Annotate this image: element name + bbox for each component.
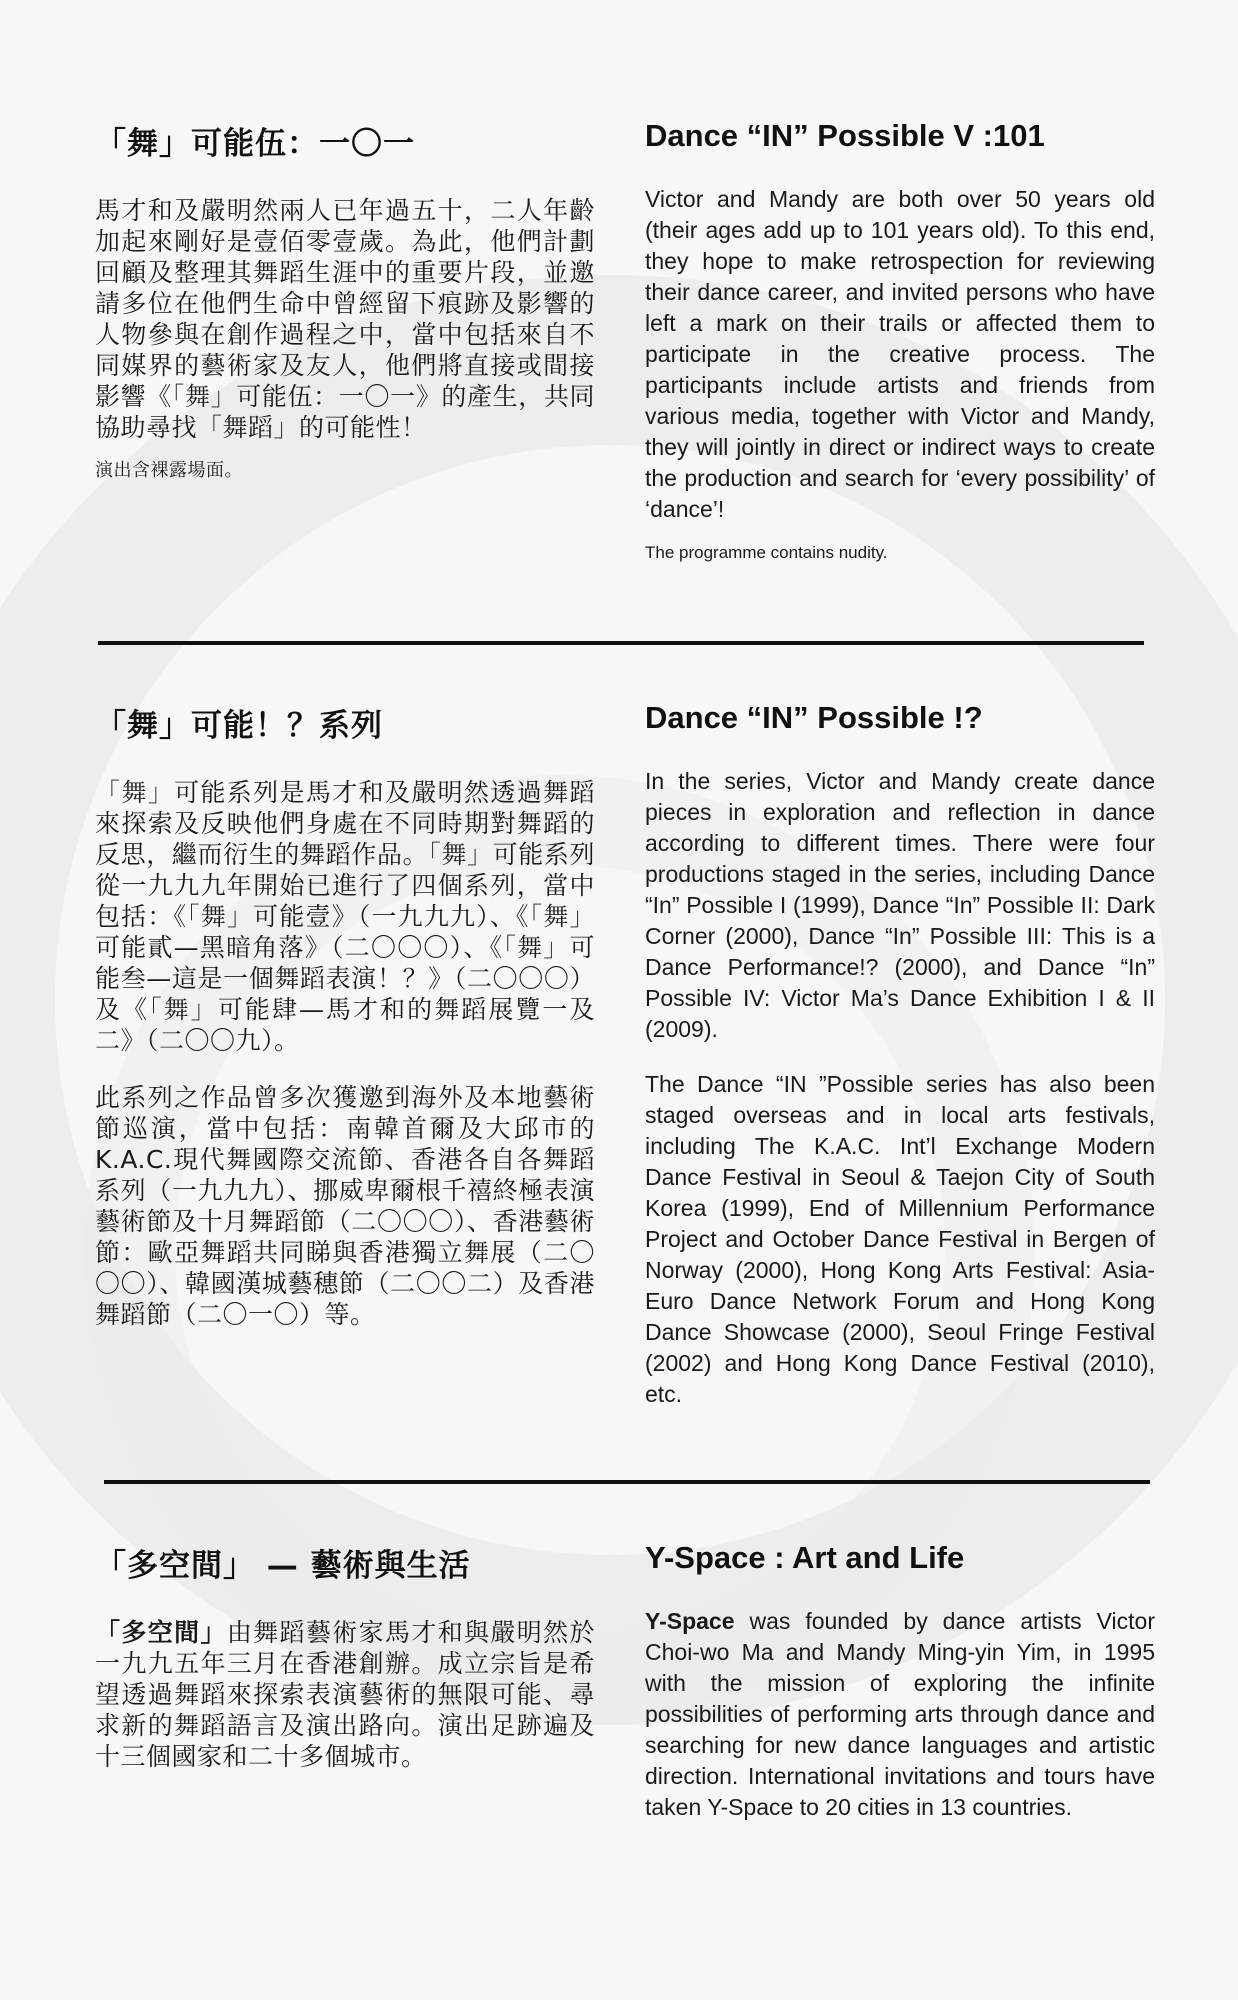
en-heading: Dance “IN” Possible V :101: [645, 118, 1045, 153]
zh-nudity-note: 演出含裸露場面。: [95, 460, 243, 481]
section-y-space: [0, 1540, 1238, 1920]
en-body-text: was founded by dance artists Victor Choi-wo Ma and Mandy Ming-yin Yim, in 1995 with the mission of exploring the infinite possibilities of performing arts through dance and searching for new dance languages and artistic direction. International invitations and tours have taken Y-Space to 20 cities in 13 countries.: [645, 1608, 1155, 1820]
en-lead-name: Y-Space: [645, 1608, 735, 1634]
en-column: [645, 1540, 1155, 1823]
zh-body: 馬才和及嚴明然兩人已年過五十，二人年齡加起來剛好是壹佰零壹歲。為此，他們計劃回顧及整理其舞蹈生涯中的重要片段，並邀請多位在他們生命中曾經留下痕跡及影響的人物參與在創作過程之中，當中包括來自不同媒界的藝術家及友人，他們將直接或間接影響《「舞」可能伍：一〇一》的產生，共同協助尋找「舞蹈」的可能性！: [95, 196, 595, 442]
zh-body-2: 此系列之作品曾多次獲邀到海外及本地藝術節巡演，當中包括：南韓首爾及大邱市的K.A.C.現代舞國際交流節、香港各自各舞蹈系列（一九九九）、挪威卑爾根千禧終極表演藝術節及十月舞蹈節（二〇〇〇）、香港藝術節：歐亞舞蹈共同睇與香港獨立舞展（二〇〇〇）、韓國漢城藝穗節（二〇〇二）及香港舞蹈節（二〇一〇）等。: [95, 1083, 595, 1329]
en-body: [645, 1606, 1155, 1823]
en-body-2: The Dance “IN ”Possible series has also been staged overseas and in local arts festivals, including The K.A.C. Int’l Exchange Modern Dance Festival in Seoul & Taejon City of South Korea (1999), End of Millennium Performance Project and October Dance Festival in Bergen of Norway (2000), Hong Kong Arts Festival: Asia-Euro Dance Network Forum and Hong Kong Dance Showcase (2000), Seoul Fringe Festival (2002) and Hong Kong Dance Festival (2010), etc.: [645, 1071, 1155, 1407]
en-body-1: In the series, Victor and Mandy create dance pieces in exploration and reflection in dance according to different times. There were four productions staged in the series, including Dance “In” Possible I (1999), Dance “In” Possible II: Dark Corner (2000), Dance “In” Possible III: This is a Dance Performance!? (2000), and Dance “In” Possible IV: Victor Ma’s Dance Exhibition I & II (2009).: [645, 768, 1155, 1042]
en-nudity-note: The programme contains nudity.: [645, 543, 888, 562]
zh-body-text: 由舞蹈藝術家馬才和與嚴明然於一九九五年三月在香港創辦。成立宗旨是希望透過舞蹈來探索表演藝術的無限可能、尋求新的舞蹈語言及演出路向。演出足跡遍及十三個國家和二十多個城市。: [95, 1618, 595, 1771]
en-column: [645, 118, 1155, 565]
zh-body-1: 「舞」可能系列是馬才和及嚴明然透過舞蹈來探索及反映他們身處在不同時期對舞蹈的反思，繼而衍生的舞蹈作品。「舞」可能系列從一九九九年開始已進行了四個系列，當中包括：《「舞」可能壹》（一九九九）、《「舞」可能貳—黑暗角落》（二〇〇〇）、《「舞」可能叁—這是一個舞蹈表演！？》（二〇〇〇）及《「舞」可能肆—馬才和的舞蹈展覽一及二》（二〇〇九）。: [95, 778, 595, 1055]
section-dance-in-possible-series: [0, 700, 1238, 1420]
en-heading: Dance “IN” Possible !?: [645, 700, 983, 735]
zh-heading: 「多空間」 — 藝術與生活: [95, 1548, 471, 1584]
divider-1: [98, 641, 1144, 645]
zh-column: [95, 118, 595, 483]
section-dance-in-possible-v: [0, 118, 1238, 588]
en-heading: Y-Space : Art and Life: [645, 1540, 965, 1575]
en-body: Victor and Mandy are both over 50 years old (their ages add up to 101 years old). To this end, they hope to make retrospection for reviewing their dance career, and invited persons who have left a mark on their trails or affected them to participate in the creative process. The participants include artists and friends from various media, together with Victor and Mandy, they will jointly in direct or indirect ways to create the production and search for ‘every possibility’ of ‘dance’!: [645, 186, 1155, 522]
zh-body: [95, 1617, 595, 1772]
zh-heading: 「舞」可能！？系列: [95, 708, 383, 744]
zh-column: [95, 1540, 595, 1772]
zh-heading: 「舞」可能伍：一〇一: [95, 126, 415, 162]
en-column: [645, 700, 1155, 1410]
divider-2: [104, 1480, 1150, 1484]
zh-lead-name: 「多空間」: [95, 1618, 227, 1647]
zh-column: [95, 700, 595, 1330]
